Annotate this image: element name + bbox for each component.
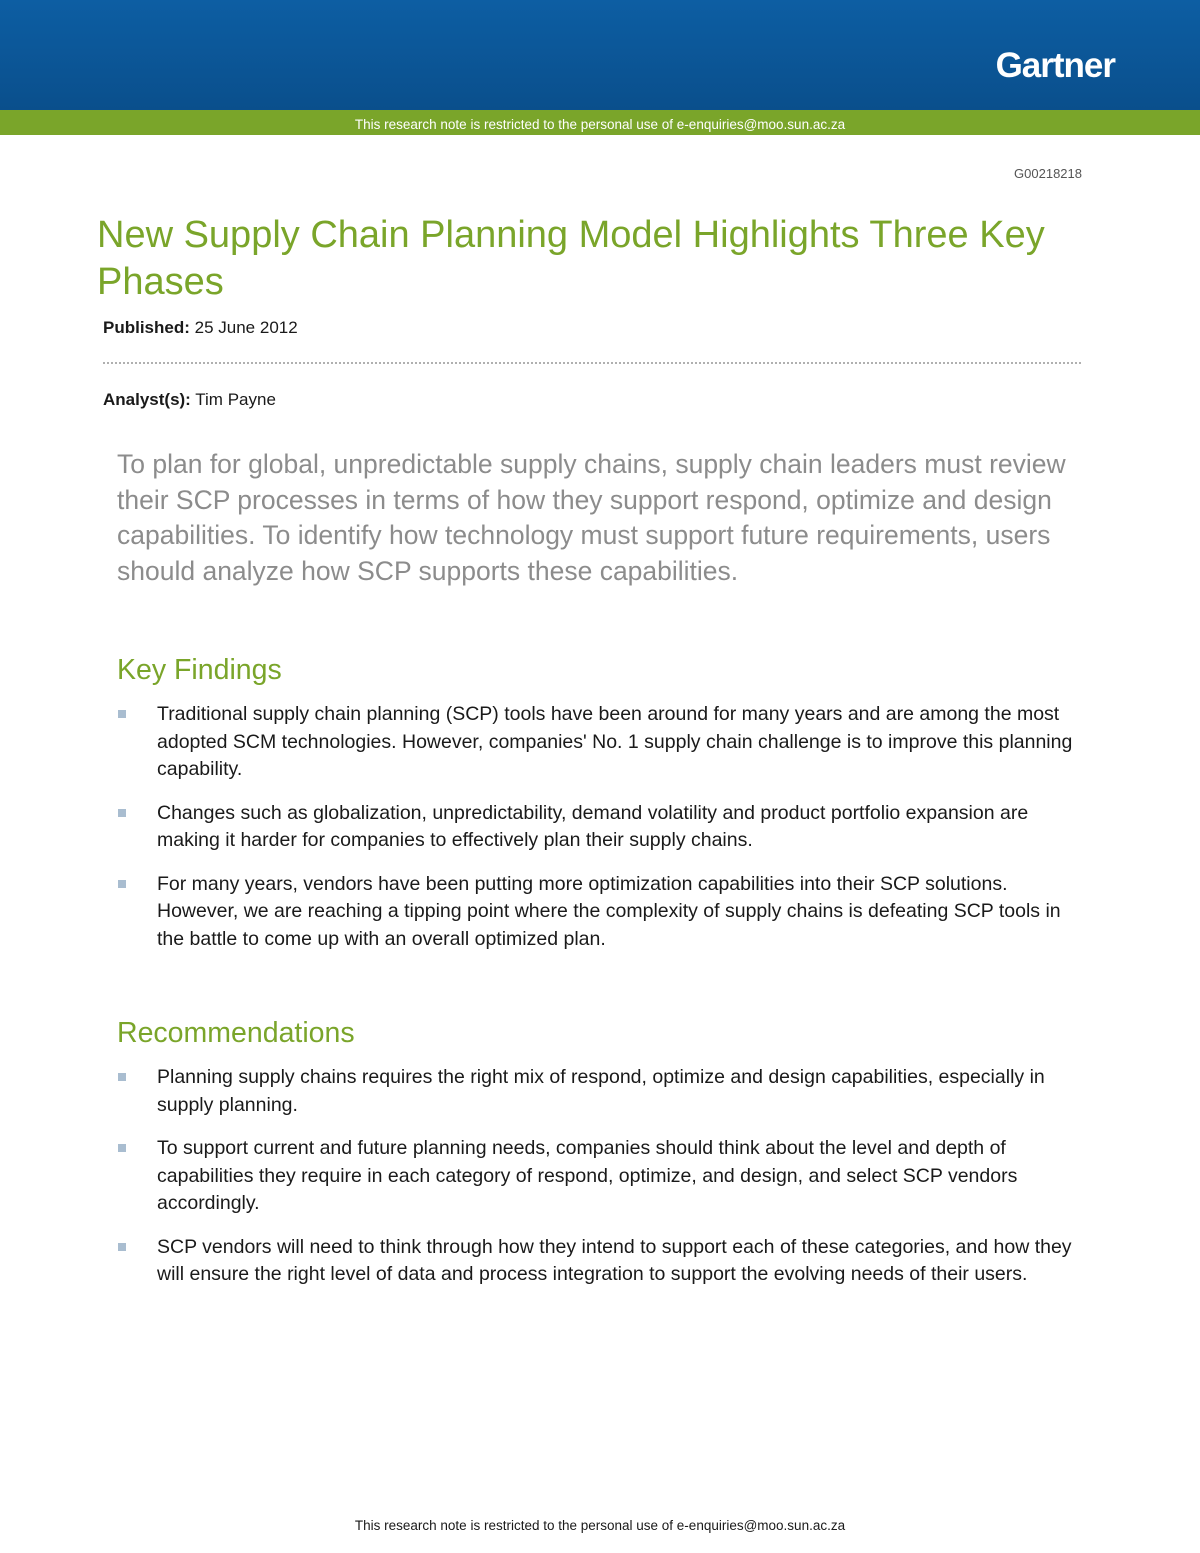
key-findings-list	[117, 701, 1082, 969]
list-item	[117, 871, 1082, 954]
list-item	[117, 800, 1082, 855]
key-findings-heading: Key Findings	[117, 654, 282, 686]
restriction-notice-bottom: This research note is restricted to the personal use of e-enquiries@moo.sun.ac.za	[354, 1518, 846, 1533]
recommendations-heading: Recommendations	[117, 1017, 355, 1049]
published-label: Published:	[103, 318, 190, 337]
list-item	[117, 1234, 1082, 1289]
analyst-label: Analyst(s):	[103, 390, 191, 409]
analyst-line	[103, 390, 276, 410]
header-band	[0, 0, 1200, 110]
document-id: G00218218	[1014, 166, 1082, 181]
summary-text: To plan for global, unpredictable supply chains, supply chain leaders must review their SCP processes in terms of how they support respond, optimize and design capabilities. To identify how technology must support future requirements, users should analyze how SCP supports these capabilities.	[117, 449, 1066, 586]
analyst-name: Tim Payne	[195, 390, 276, 409]
bullet-square-icon	[118, 710, 126, 718]
list-item-text: For many years, vendors have been putting more optimization capabilities into their SCP solutions. However, we are reaching a tipping point where the complexity of supply chains is defeating SCP tools in the battle to come up with an overall optimized plan.	[157, 872, 1061, 950]
document-title: New Supply Chain Planning Model Highlights Three Key Phases	[97, 214, 1045, 303]
bullet-square-icon	[118, 1144, 126, 1152]
bullet-square-icon	[118, 880, 126, 888]
bullet-square-icon	[118, 1073, 126, 1081]
published-date: 25 June 2012	[194, 318, 298, 337]
bullet-square-icon	[118, 1243, 126, 1251]
bullet-square-icon	[118, 809, 126, 817]
gartner-logo: Gartner	[995, 46, 1115, 85]
list-item-text: Planning supply chains requires the right mix of respond, optimize and design capabilities, especially in supply planning.	[157, 1066, 1045, 1116]
restriction-notice-top: This research note is restricted to the personal use of e-enquiries@moo.sun.ac.za	[354, 117, 846, 132]
published-line	[103, 318, 298, 338]
list-item-text: To support current and future planning needs, companies should think about the level and depth of capabilities they require in each category of respond, optimize, and design, and select SCP vendors accordingly.	[157, 1137, 1018, 1214]
list-item-text: SCP vendors will need to think through how they intend to support each of these categories, and how they will ensure the right level of data and process integration to support the evolving needs of their users.	[157, 1235, 1072, 1285]
list-item	[117, 1064, 1082, 1119]
list-item	[117, 701, 1082, 784]
recommendations-list	[117, 1064, 1082, 1305]
list-item	[117, 1135, 1082, 1218]
dotted-divider	[103, 362, 1081, 364]
list-item-text: Traditional supply chain planning (SCP) tools have been around for many years and are among the most adopted SCM technologies. However, companies' No. 1 supply chain challenge is to improve this planning capability.	[157, 703, 1073, 780]
list-item-text: Changes such as globalization, unpredictability, demand volatility and product portfolio expansion are making it harder for companies to effectively plan their supply chains.	[157, 801, 1029, 851]
